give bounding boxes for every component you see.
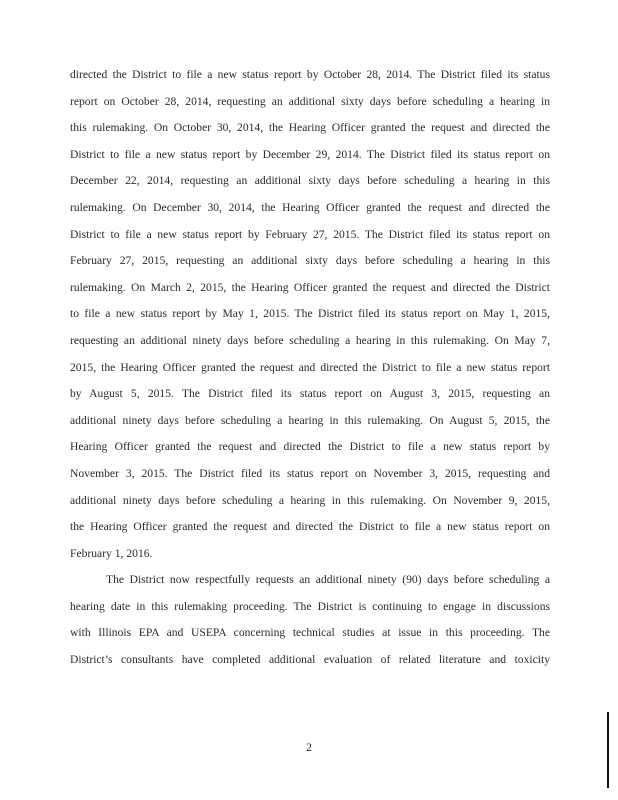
text-line: District’s consultants have completed additional evaluation of related literature and toxicity [70,653,550,667]
text-line: rulemaking. On December 30, 2014, the Hearing Officer granted the request and directed the [70,200,550,214]
text-line: this rulemaking. On October 30, 2014, the Hearing Officer granted the request and directed the [70,121,550,135]
text-line: District to file a new status report by February 27, 2015. The District filed its status report on [70,227,550,241]
text-line: 2015, the Hearing Officer granted the request and directed the District to file a new status report [70,360,550,374]
text-line: rulemaking. On March 2, 2015, the Hearing Officer granted the request and directed the District [70,280,550,294]
page-number: 2 [306,741,312,754]
text-line: requesting an additional ninety days before scheduling a hearing in this rulemaking. On May 7, [70,333,550,347]
text-line: hearing date in this rulemaking proceeding. The District is continuing to engage in discussions [70,599,550,613]
text-line: additional ninety days before scheduling a hearing in this rulemaking. On November 9, 2015, [70,493,550,507]
text-line: by August 5, 2015. The District filed its status report on August 3, 2015, requesting an [70,387,550,401]
text-line: report on October 28, 2014, requesting an additional sixty days before scheduling a hearing in [70,94,550,108]
paragraph-end-line: February 1, 2016. [70,546,153,560]
scan-edge-mark [607,712,609,788]
text-line: to file a new status report by May 1, 2015. The District filed its status report on May 1, 2015, [70,307,550,321]
text-line: with Illinois EPA and USEPA concerning technical studies at issue in this proceeding. The [70,626,550,640]
paragraph-first-line: The District now respectfully requests an additional ninety (90) days before scheduling a [106,573,550,587]
text-line: directed the District to file a new status report by October 28, 2014. The District filed its status [70,68,550,81]
text-line: December 22, 2014, requesting an additional sixty days before scheduling a hearing in this [70,174,550,188]
text-line: February 27, 2015, requesting an additional sixty days before scheduling a hearing in this [70,254,550,268]
text-line: District to file a new status report by December 29, 2014. The District filed its status report on [70,147,550,161]
text-line: the Hearing Officer granted the request and directed the District to file a new status report on [70,520,550,534]
text-line: Hearing Officer granted the request and directed the District to file a new status report by [70,440,550,454]
text-line: November 3, 2015. The District filed its status report on November 3, 2015, requesting and [70,466,550,480]
body-text [70,62,550,674]
text-line: additional ninety days before scheduling a hearing in this rulemaking. On August 5, 2015, the [70,413,550,427]
